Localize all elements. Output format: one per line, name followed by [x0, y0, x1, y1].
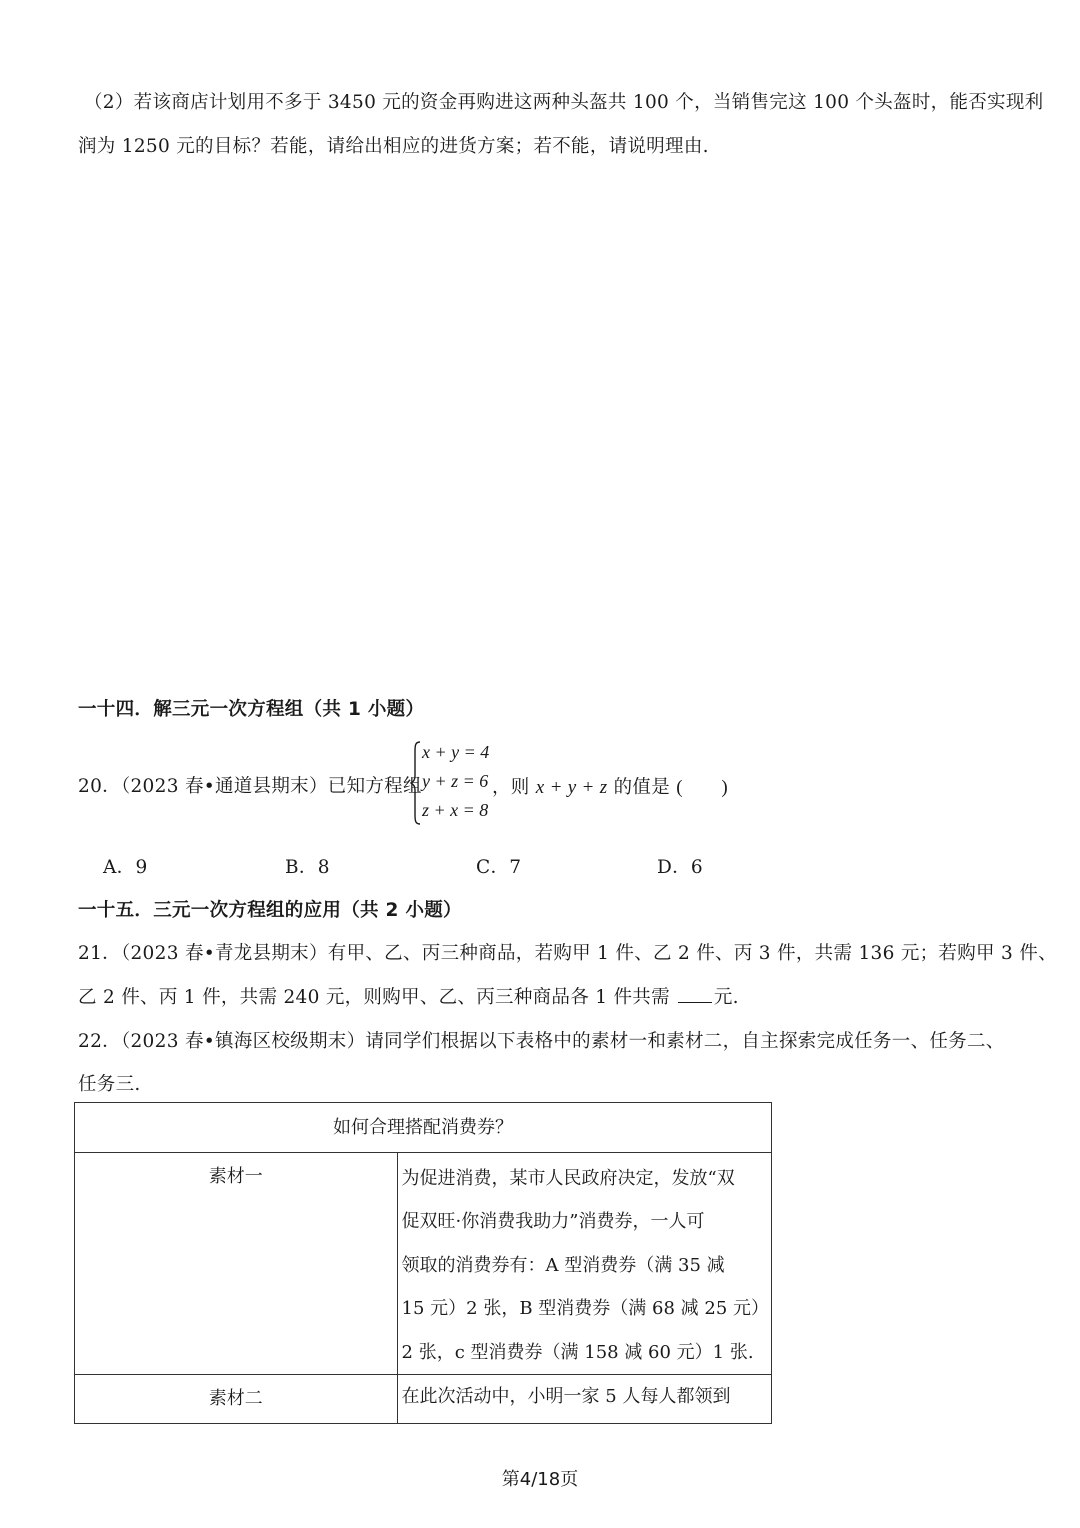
material2-content	[397, 1375, 771, 1424]
material2-label-cell	[75, 1375, 398, 1424]
q21-line2-text: 乙 2 件、丙 1 件，共需 240 元，则购甲、乙、丙三种商品各 1 件共需	[78, 987, 670, 1008]
section-14-heading: 一十四．解三元一次方程组（共 1 小题）	[78, 699, 425, 720]
material1-content	[397, 1153, 771, 1375]
material1-line: 2 张，c 型消费券（满 158 减 60 元）1 张.	[401, 1341, 754, 1363]
table-header: 如何合理搭配消费券？	[75, 1103, 772, 1153]
equation-2: y + z = 6	[422, 771, 489, 791]
q20-option-c: C．7	[476, 857, 522, 878]
q20-expression: x + y + z	[535, 777, 608, 798]
material2-line: 在此次活动中，小明一家 5 人每人都领到	[401, 1386, 731, 1407]
q20-middle: ，则	[492, 777, 530, 798]
q19-part2-line1: （2）若该商店计划用不多于 3450 元的资金再购进这两种头盔共 100 个，当销售完这 100 个头盔时，能否实现利	[84, 92, 1044, 113]
q21-line2	[78, 983, 739, 1009]
q20-option-b: B．8	[285, 857, 330, 878]
table-row	[75, 1153, 772, 1375]
table-header-row	[75, 1103, 772, 1153]
material1-label-cell	[75, 1153, 398, 1375]
section-15-heading: 一十五．三元一次方程组的应用（共 2 小题）	[78, 900, 462, 921]
q20-option-d: D．6	[657, 857, 704, 878]
q22-line2: 任务三.	[78, 1074, 141, 1095]
material1-line: 15 元）2 张，B 型消费券（满 68 减 25 元）	[401, 1298, 769, 1320]
q20-suffix: 的值是	[613, 777, 670, 798]
q20-tail	[492, 772, 728, 799]
q20-option-a: A．9	[103, 857, 148, 878]
left-brace-icon	[410, 740, 422, 826]
table-row	[75, 1375, 772, 1424]
material1-line: 领取的消费券有：A 型消费券（满 35 减	[401, 1254, 725, 1276]
material2-label: 素材二	[208, 1388, 263, 1409]
q22-line1: 22．（2023 春•镇海区校级期末）请同学们根据以下表格中的素材一和素材二，自主探索完成任务一、任务二、	[78, 1031, 1005, 1052]
q20-answer-paren: ( )	[676, 777, 729, 798]
q19-part2-line2: 润为 1250 元的目标？若能，请给出相应的进货方案；若不能，请说明理由.	[78, 136, 709, 157]
q21-line2-unit: 元.	[713, 987, 739, 1008]
q21-line1: 21．（2023 春•青龙县期末）有甲、乙、丙三种商品，若购甲 1 件、乙 2 件、丙 3 件，共需 136 元；若购甲 3 件、	[78, 943, 1057, 964]
material1-label: 素材一	[208, 1166, 263, 1187]
materials-table	[74, 1102, 772, 1424]
material1-line: 促双旺·你消费我助力”消费券，一人可	[401, 1211, 705, 1233]
page-number: 第4/18页	[501, 1469, 579, 1490]
equation-1: x + y = 4	[422, 742, 490, 762]
equation-3: z + x = 8	[422, 800, 489, 820]
answer-blank	[678, 984, 712, 1003]
q20-prefix: 20．（2023 春•通道县期末）已知方程组	[78, 776, 422, 797]
material1-line: 为促进消费，某市人民政府决定，发放“双	[401, 1168, 735, 1189]
